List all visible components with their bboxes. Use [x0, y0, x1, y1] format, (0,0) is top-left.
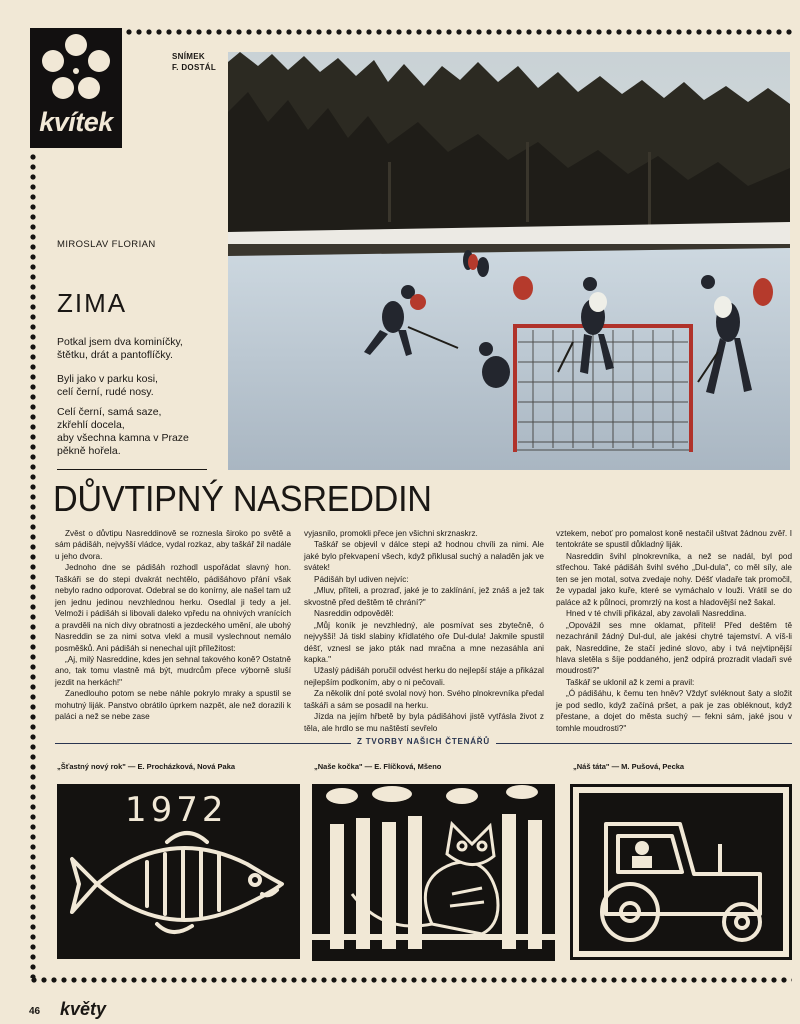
flower-icon — [30, 28, 122, 110]
magazine-name: květy — [60, 999, 107, 1019]
artwork-year: 1972 — [125, 790, 228, 830]
page-number: 46 — [29, 1006, 41, 1017]
article-paragraph: „Aj, milý Nasreddine, kdes jen sehnal takového koně? Ostatně ano, tak tomu vlastně má být, mudrcům přece výborně sluší jezdit na herkách!" — [55, 654, 291, 687]
poem-line: Celí černí, samá saze, — [57, 406, 162, 418]
poem-stanza — [57, 406, 227, 458]
article-paragraph: Taškář se objevil v dálce stepi až hodnou chvíli za nimi. Ale jaké bylo překvapení všech, když přiklusal suchý a naladěn jak ve svátek! — [304, 540, 544, 573]
logo-text: kvítek — [39, 107, 113, 137]
article-paragraph: Nasreddin odpověděl: — [314, 609, 394, 619]
artwork-caption: „Šťastný nový rok" — E. Procházková, Nová Paka — [57, 762, 236, 771]
article-paragraph: Užaslý pádišáh poručil odvést herku do nejlepší stáje a přikázal nejlepším podkoním, aby o ni pečovali. — [304, 666, 544, 687]
dotted-border-left — [29, 152, 37, 978]
linocut-tractor — [570, 784, 792, 960]
article-paragraph: „Ó pádišáhu, k čemu ten hněv? Vždyť svléknout šaty a složit je pod sedlo, když začíná pršet, a pak je zas obléknout, když přestane, a dojet do města suchý — fekni sám, jaké jsou v tomhle moudrosti?" — [556, 689, 792, 733]
poem-line: aby všechna kamna v Praze — [57, 432, 189, 444]
article-column — [304, 528, 544, 734]
poem-line: celí černí, rudé nosy. — [57, 386, 154, 398]
article-paragraph: „Mluv, příteli, a prozraď, jaké je to zaklínání, jež znáš a jež tak skvostně před deštěm tě chrání?" — [304, 586, 544, 607]
readers-section-header — [55, 737, 792, 749]
poem-line: zkřehlí docela, — [57, 419, 125, 431]
poem-line: štětku, drát a pantoflíčky. — [57, 349, 173, 361]
photo-credit — [172, 51, 222, 73]
poem-line: Byli jako v parku kosi, — [57, 373, 158, 385]
article-paragraph: Zanedlouho potom se nebe náhle pokrylo mraky a spustil se mohutný liják. Panstvo obrátilo úprkem nazpět, ale než dorazili k paláci a než se nebe zase — [55, 689, 291, 722]
winter-hockey-photo — [228, 52, 790, 470]
linocut-cat — [312, 784, 555, 961]
article-paragraph: Za několik dní poté svolal nový hon. Svého plnokrevníka předal taškáři a sám se posadil na herku. — [304, 689, 544, 710]
photo-credit-label: SNÍMEK — [172, 52, 205, 61]
article-paragraph: Hned v té chvíli přikázal, aby zavolali Nasreddina. — [566, 609, 747, 619]
poem-line: Potkal jsem dva kominíčky, — [57, 336, 183, 348]
article-paragraph: Taškář se uklonil až k zemi a pravil: — [566, 677, 695, 687]
article-title: DŮVTIPNÝ NASREDDIN — [53, 478, 432, 519]
linocut-fish — [57, 784, 300, 959]
article-column — [55, 528, 291, 723]
poem-author: MIROSLAV FLORIAN — [57, 239, 156, 250]
dotted-border-bottom — [29, 976, 792, 984]
artwork-caption: „Náš táta" — M. Pušová, Pecka — [573, 762, 685, 771]
poem-stanza — [57, 373, 227, 399]
article-paragraph: vyjasnilo, promokli přece jen všichni skrznaskrz. — [304, 529, 478, 538]
poem-line: pěkně hořela. — [57, 445, 121, 457]
article-paragraph: „Můj koník je nevzhledný, ale posmívat ses zbytečně, ó nejvyšší! Já tiskl slabiny křídlatého oře Dul-dula! Jakmile spustil déšť, vznesl se jako pták nad mračna a mne nezasáhla ani kapka." — [304, 620, 544, 664]
poem-title: ZIMA — [57, 288, 128, 318]
article-paragraph: Zvěst o důvtipu Nasreddinově se roznesla široko po světě a sám pádišáh, nejvyšší vládce, vydal rozkaz, aby taškář žil nadále u jeho dvora. — [55, 529, 291, 561]
artwork-caption: „Naše kočka" — E. Flíčková, Mšeno — [314, 762, 442, 771]
divider — [57, 469, 207, 470]
section-label: Z TVORBY NAŠICH ČTENÁŘŮ — [351, 737, 496, 746]
article-paragraph: Nasreddin švihl plnokrevníka, a než se nadál, byl pod střechou. Také pádišáh švihl svého „Dul-dula", co měl síly, ale ten se jen motal, sotva zvedaje nohy. Déšť vladaře tak promočil, že vypadal jako kuře, které se vymáchalo v louži. Vrátil se do paláce až k půlnoci, promrzlý na kost a hladovější než šakal. — [556, 551, 792, 607]
article-paragraph: Jízda na jejím hřbetě by byla pádišáhovi jistě vytřásla život z těla, ale hrdlo se mu naštěstí sevřelo — [304, 712, 544, 733]
dotted-border-top — [124, 28, 792, 36]
article-paragraph: vztekem, neboť pro pomalost koně nestačil uštvat žádnou zvěř. I tentokráte se spustil důkladný liják. — [556, 529, 792, 550]
photo-credit-author: F. DOSTÁL — [172, 63, 217, 72]
article-paragraph: „Opovážil ses mne oklamat, příteli! Před deštěm tě nezachránil žádný Dul-dul, ale jakési chytré tajemství. A víš-li pak, Nasreddine, že stačí jediné slovo, aby i tvá nejvtipnější hlava sletěla s šíje poddaného, jenž odpírá prozradit vladaři své moudrosti?" — [556, 620, 792, 676]
kvitek-logo — [30, 28, 122, 148]
poem-stanza — [57, 336, 227, 362]
article-column — [556, 528, 792, 734]
article-paragraph: Jednoho dne se pádišáh rozhodl uspořádat slavný hon. Taškáři se do stepi dvakrát nechtělo, pádišáhovo přání však nebylo radno odporovat. Odebral se do konírny, ale našel tam už jen jednu jedinou nevzhlednou herku. Osedlal ji tedy a jel. Velmoži i pádišáh si libovali daleko vpředu na ohnivých vranících a pravděli na nich divy obratnosti a jezdeckého umění, ale ubohý Nasreddin se za nimi sotva vlekl a musil vyslechnout nemálo posměšků. Ani pádišáh si nenechal ujít příležitost: — [55, 563, 291, 653]
article-paragraph: Pádišáh byl udiven nejvíc: — [314, 574, 409, 584]
